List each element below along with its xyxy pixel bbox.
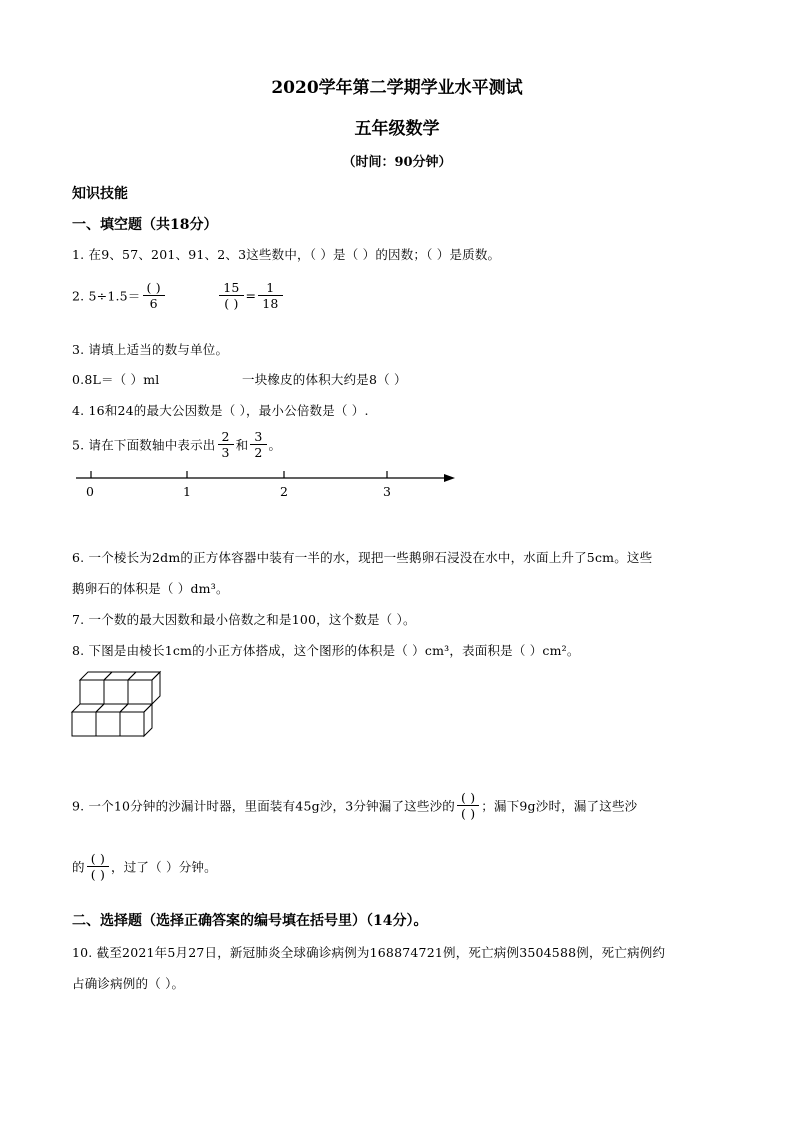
page-title: 2020学年第二学期学业水平测试 (271, 78, 523, 98)
question-9-prefix: 9. 一个10分钟的沙漏计时器，里面装有45g沙，3分钟漏了这些沙的 (72, 798, 455, 814)
question-6-line-1: 6. 一个棱长为2dm的正方体容器中装有一半的水，现把一些鹅卵石浸没在水中，水面上升了5cm。这些 (72, 550, 653, 565)
fraction-numerator: ( ) (143, 280, 165, 296)
question-10-line-1: 10. 截至2021年5月27日，新冠肺炎全球确诊病例为168874721例，死亡病例3504588例，死亡病例约 (72, 945, 666, 960)
question-2-equals: = (245, 288, 257, 303)
number-line-label: 0 (86, 484, 95, 499)
fraction-denominator: 6 (149, 296, 158, 311)
question-5-and: 和 (235, 437, 249, 453)
page-subtitle: 五年级数学 (354, 119, 440, 139)
number-line-label: 1 (183, 484, 192, 499)
section-knowledge-skills: 知识技能 (72, 186, 128, 202)
number-line-label: 2 (280, 484, 289, 499)
question-9-line-2-prefix: 的 (72, 859, 85, 875)
question-6-line-2: 鹅卵石的体积是（ ）dm³。 (72, 581, 229, 596)
fraction-denominator: ( ) (460, 806, 476, 821)
question-1: 1. 在9、57、201、91、2、3这些数中，（ ）是（ ）的因数；（ ）是质数。 (72, 247, 501, 262)
section-fill-blank-heading: 一、填空题（共18分） (72, 217, 218, 233)
section-choice-heading: 二、选择题（选择正确答案的编号填在括号里）（14分）。 (72, 913, 428, 929)
question-9-fraction-1 (457, 790, 479, 821)
question-9-line-2-suffix: ，过了（ ）分钟。 (111, 859, 217, 875)
fraction-numerator: ( ) (87, 851, 109, 867)
question-10-line-2: 占确诊病例的（ ）。 (72, 976, 185, 991)
question-9-suffix: ；漏下9g沙时，漏了这些沙 (481, 798, 638, 814)
question-3a: 0.8L＝（ ）ml (72, 372, 160, 387)
question-3b: 一块橡皮的体积大约是8（ ） (242, 372, 407, 387)
question-9-line-2 (72, 851, 217, 882)
exam-time: （时间：90分钟） (342, 155, 452, 170)
fraction-numerator: 3 (250, 429, 266, 445)
fraction-numerator: 1 (258, 280, 282, 296)
number-line-label: 3 (383, 484, 392, 499)
fraction-numerator: ( ) (457, 790, 479, 806)
question-7: 7. 一个数的最大因数和最小倍数之和是100，这个数是（ ）。 (72, 612, 416, 627)
fraction-denominator: ( ) (224, 296, 239, 311)
question-5-prefix: 5. 请在下面数轴中表示出 (72, 437, 216, 453)
question-4: 4. 16和24的最大公因数是（ ），最小公倍数是（ ）. (72, 403, 369, 418)
fraction-denominator: ( ) (90, 867, 106, 882)
question-9-line-1 (72, 790, 637, 821)
question-8: 8. 下图是由棱长1cm的小正方体搭成，这个图形的体积是（ ）cm³，表面积是（ ）cm²。 (72, 643, 580, 658)
fraction-denominator: 3 (221, 445, 230, 460)
fraction-numerator: 2 (218, 429, 234, 445)
question-3: 3. 请填上适当的数与单位。 (72, 342, 229, 357)
fraction-denominator: 2 (254, 445, 263, 460)
fraction-numerator: 15 (219, 280, 243, 296)
fraction-denominator: 18 (262, 296, 279, 311)
question-5-suffix: 。 (268, 437, 282, 453)
question-9-fraction-2 (87, 851, 109, 882)
question-2-prefix: 2. 5÷1.5＝ (72, 288, 141, 304)
